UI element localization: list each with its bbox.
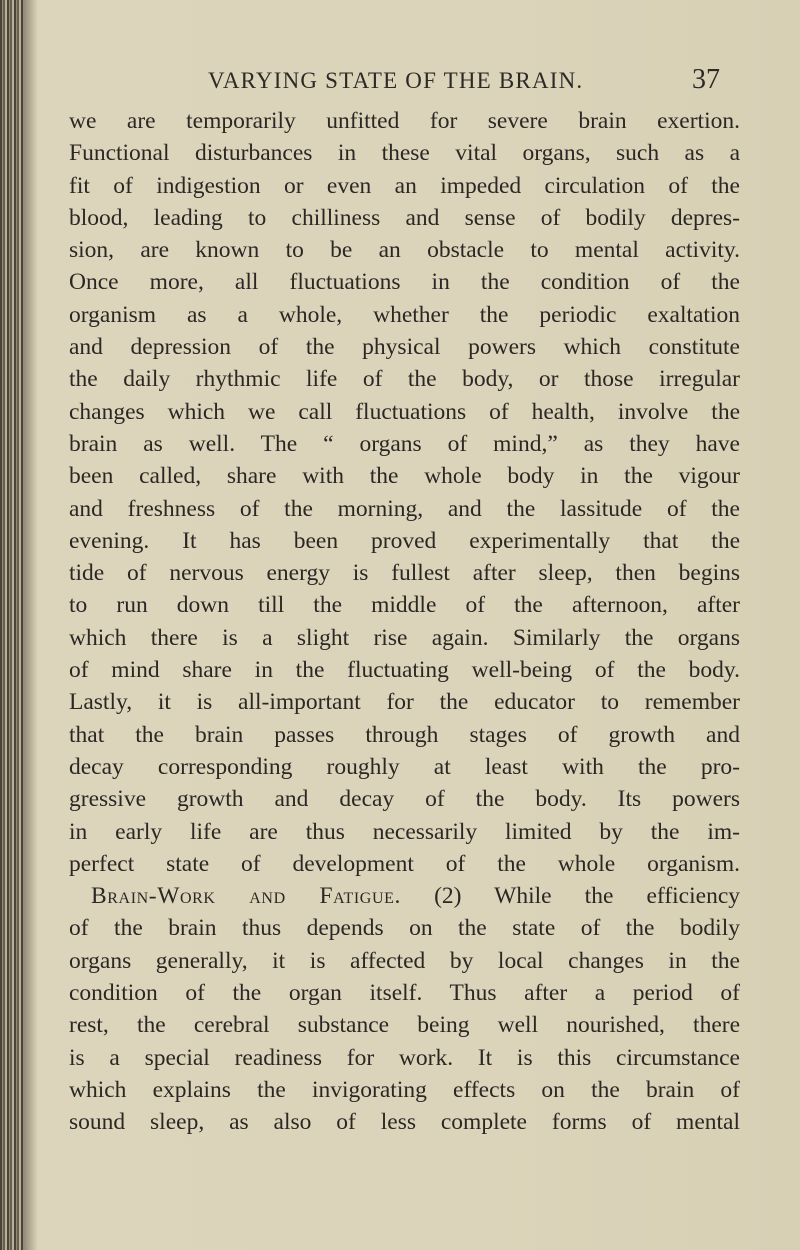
section-first-line — [69, 880, 740, 912]
text-line: organism as a whole, whether the periodic exaltation — [69, 301, 740, 328]
text-line: blood, leading to chilliness and sense of bodily depres- — [69, 204, 740, 231]
gutter-shadow — [24, 0, 38, 1250]
text-line: Lastly, it is all-important for the educator to remember — [69, 689, 740, 716]
text-line: that the brain passes through stages of growth and — [69, 721, 740, 748]
text-line: gressive growth and decay of the body. Its powers — [69, 786, 740, 813]
text-line: tide of nervous energy is fullest after sleep, then begins — [69, 560, 740, 587]
running-title: VARYING STATE OF THE BRAIN. — [208, 68, 584, 93]
text-line: fit of indigestion or even an impeded circulation of the — [69, 172, 740, 199]
text-line: we are temporarily unfitted for severe brain exertion. — [69, 108, 740, 134]
text-line: and depression of the physical powers which constitute — [69, 334, 740, 361]
page-number: 37 — [692, 64, 720, 95]
text-line: sound sleep, as also of less complete forms of mental — [69, 1109, 740, 1136]
body-text — [69, 105, 740, 1139]
text-line: been called, share with the whole body in the vigour — [69, 463, 740, 490]
text-line: evening. It has been proved experimentally that the — [69, 527, 740, 554]
text-line: brain as well. The “ organs of mind,” as they have — [69, 430, 740, 457]
text-line: decay corresponding roughly at least with the pro- — [69, 753, 740, 780]
text-line: Functional disturbances in these vital organs, such as a — [69, 140, 740, 167]
text-line: which explains the invigorating effects on the brain of — [69, 1076, 740, 1103]
text-line: changes which we call fluctuations of health, involve the — [69, 398, 740, 425]
text-line: of mind share in the fluctuating well-being of the body. — [69, 657, 740, 684]
text-line: of the brain thus depends on the state of the bodily — [69, 915, 740, 942]
section-heading: Brain-Work and Fatigue. — [91, 883, 401, 910]
text-line: condition of the organ itself. Thus after a period of — [69, 980, 740, 1007]
running-head — [208, 64, 720, 102]
text-line: the daily rhythmic life of the body, or those irregular — [69, 366, 740, 393]
text-line: which there is a slight rise again. Similarly the organs — [69, 624, 740, 651]
book-spine — [0, 0, 24, 1250]
text-line: rest, the cerebral substance being well nourished, there — [69, 1012, 740, 1039]
text-line: is a special readiness for work. It is this circumstance — [69, 1044, 740, 1071]
text-line: Once more, all fluctuations in the condition of the — [69, 269, 740, 296]
text-line: perfect state of development of the whole organism. — [69, 850, 740, 877]
text-line: sion, are known to be an obstacle to mental activity. — [69, 237, 740, 264]
text-line: in early life are thus necessarily limited by the im- — [69, 818, 740, 845]
section-first-line-text: (2) While the efficiency — [434, 883, 740, 910]
text-line: and freshness of the morning, and the lassitude of the — [69, 495, 740, 522]
text-line: organs generally, it is affected by local changes in the — [69, 947, 740, 974]
text-line: to run down till the middle of the afternoon, after — [69, 592, 740, 619]
